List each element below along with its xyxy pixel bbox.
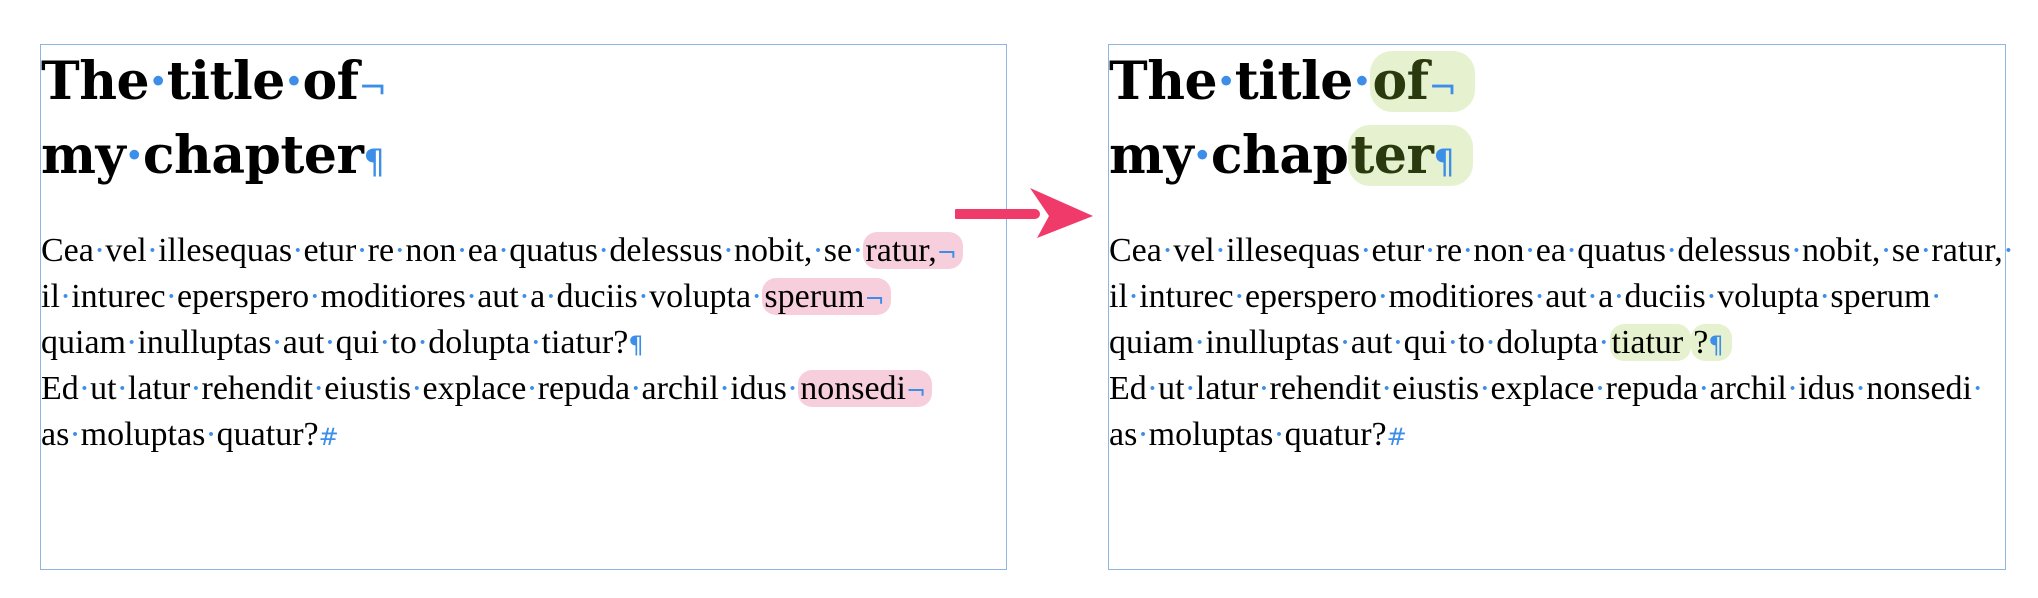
space-marker: ·	[1462, 232, 1474, 269]
word: The	[41, 51, 150, 112]
change-highlight	[1691, 324, 1731, 361]
word: explace	[422, 370, 527, 407]
space-marker: ·	[116, 370, 128, 407]
word: delessus	[609, 232, 723, 269]
space-marker: ·	[1598, 324, 1610, 361]
word: nonsedi	[1866, 370, 1973, 407]
space-marker: ·	[518, 278, 531, 315]
word: eperspero	[1244, 278, 1378, 315]
space-marker: ·	[1705, 278, 1718, 315]
chapter-title	[1109, 45, 1475, 193]
word: inturec	[1139, 278, 1234, 315]
word: dolupta	[428, 324, 531, 361]
space-marker: ·	[1666, 232, 1678, 269]
word: tiatur	[1611, 324, 1684, 361]
word: illesequas	[158, 232, 293, 269]
word: vel	[105, 232, 147, 269]
change-highlight	[1610, 324, 1692, 361]
space-marker: ·	[812, 232, 824, 269]
space-marker: ·	[1214, 232, 1227, 269]
word: aut	[282, 324, 325, 361]
word: latur	[1195, 370, 1259, 407]
line-break-icon: ¬	[936, 239, 957, 267]
space-marker: ·	[2002, 232, 2015, 269]
text-line	[1109, 366, 2014, 412]
word: quiam	[41, 324, 126, 361]
space-marker: ·	[465, 278, 478, 315]
word: ?	[613, 324, 629, 361]
text-line	[41, 274, 963, 320]
body-paragraphs	[41, 228, 963, 458]
space-marker: ·	[1613, 278, 1625, 315]
word: latur	[127, 370, 191, 407]
space-marker: ·	[292, 232, 304, 269]
word: re	[367, 232, 395, 269]
word: il	[41, 278, 60, 315]
word: nobit,	[1802, 232, 1881, 269]
space-marker: ·	[1360, 232, 1372, 269]
space-marker: ·	[1184, 370, 1196, 407]
space-marker: ·	[1161, 232, 1174, 269]
word: archil	[641, 370, 719, 407]
word: eperspero	[176, 278, 310, 315]
text-line	[41, 228, 963, 274]
word: aut	[1545, 278, 1587, 315]
space-marker: ·	[545, 278, 557, 315]
word: se	[1891, 232, 1921, 269]
space-marker: ·	[125, 324, 138, 361]
title-line	[1109, 119, 1475, 193]
word: quatus	[1577, 232, 1667, 269]
space-marker: ·	[1586, 278, 1599, 315]
word: eiustis	[1392, 370, 1480, 407]
word: repuda	[537, 370, 631, 407]
space-marker: ·	[271, 324, 283, 361]
word: rehendit	[1269, 370, 1381, 407]
paragraph-mark-icon: ¶	[1708, 331, 1724, 359]
word: Cea	[41, 232, 94, 269]
word: volupta	[1717, 278, 1820, 315]
word: quatur	[1284, 416, 1372, 453]
space-marker: ·	[1565, 232, 1578, 269]
word: aut	[1350, 324, 1393, 361]
space-marker: ·	[1377, 278, 1389, 315]
word: inulluptas	[1205, 324, 1340, 361]
word: ?	[1371, 416, 1387, 453]
word: explace	[1490, 370, 1595, 407]
word: tiatur	[541, 324, 614, 361]
space-marker: ·	[526, 370, 538, 407]
word: ter	[1350, 125, 1434, 186]
word: moditiores	[320, 278, 466, 315]
space-marker: ·	[637, 278, 650, 315]
hyphenation-highlight	[762, 278, 890, 315]
word: of	[302, 51, 359, 112]
line-break-icon: ¬	[358, 68, 387, 108]
word: rehendit	[201, 370, 313, 407]
word: title	[166, 51, 285, 112]
word: ?	[1693, 324, 1709, 361]
space-marker: ·	[1424, 232, 1436, 269]
word: Ed	[1109, 370, 1147, 407]
paragraph-mark-icon: ¶	[628, 331, 644, 359]
space-marker: ·	[146, 232, 159, 269]
word: title	[1234, 51, 1353, 112]
space-marker: ·	[312, 370, 325, 407]
space-marker: ·	[411, 370, 423, 407]
paragraph-mark-icon: ¶	[363, 142, 385, 182]
space-marker: ·	[78, 370, 91, 407]
body-paragraphs	[1109, 228, 2014, 458]
space-marker: ·	[93, 232, 106, 269]
space-marker: ·	[125, 125, 143, 186]
right-arrow-icon	[955, 180, 1095, 270]
space-marker: ·	[1854, 370, 1867, 407]
space-marker: ·	[751, 278, 763, 315]
word: as	[1109, 416, 1138, 453]
word: il	[1109, 278, 1128, 315]
text-line	[1109, 274, 2014, 320]
word: re	[1435, 232, 1463, 269]
space-marker: ·	[205, 416, 217, 453]
word: chap	[1210, 125, 1349, 186]
title-line	[1109, 45, 1475, 119]
space-marker: ·	[1790, 232, 1803, 269]
left-text-frame[interactable]	[40, 44, 1007, 570]
space-marker: ·	[1930, 278, 1942, 315]
word: etur	[303, 232, 357, 269]
space-marker: ·	[284, 51, 303, 112]
change-highlight	[1370, 51, 1474, 112]
space-marker: ·	[1594, 370, 1606, 407]
text-line	[1109, 412, 2014, 458]
word: quatur	[216, 416, 304, 453]
word: non	[405, 232, 457, 269]
word: ratur,	[865, 232, 937, 269]
word: as	[41, 416, 70, 453]
word: quiam	[1109, 324, 1194, 361]
word: se	[823, 232, 853, 269]
word: ratur,	[1931, 232, 2003, 269]
word: aut	[477, 278, 519, 315]
space-marker: ·	[1137, 416, 1149, 453]
space-marker: ·	[1352, 51, 1371, 112]
space-marker: ·	[1380, 370, 1393, 407]
space-marker: ·	[69, 416, 81, 453]
text-line	[1109, 320, 2014, 366]
word: volupta	[649, 278, 752, 315]
space-marker: ·	[1447, 324, 1459, 361]
space-marker: ·	[149, 51, 167, 112]
word: dolupta	[1496, 324, 1599, 361]
hyphenation-highlight	[798, 370, 932, 407]
space-marker: ·	[598, 232, 610, 269]
word: moluptas	[80, 416, 206, 453]
word: nonsedi	[800, 370, 907, 407]
space-marker: ·	[416, 324, 429, 361]
word: of	[1372, 51, 1429, 112]
word: inulluptas	[137, 324, 272, 361]
space-marker: ·	[1484, 324, 1497, 361]
right-text-frame[interactable]	[1108, 44, 2015, 570]
line-break-icon: ¬	[864, 285, 885, 313]
word: Ed	[41, 370, 79, 407]
space-marker: ·	[1193, 324, 1206, 361]
word: nobit,	[734, 232, 813, 269]
space-marker: ·	[356, 232, 368, 269]
word: idus	[730, 370, 787, 407]
word: ?	[303, 416, 319, 453]
space-marker: ·	[1193, 125, 1211, 186]
word: illesequas	[1226, 232, 1361, 269]
space-marker: ·	[394, 232, 406, 269]
title-line	[41, 45, 387, 119]
space-marker: ·	[190, 370, 202, 407]
text-line	[41, 366, 963, 412]
word: ut	[1158, 370, 1185, 407]
line-break-icon: ¬	[906, 377, 927, 405]
word: repuda	[1605, 370, 1699, 407]
space-marker: ·	[718, 370, 731, 407]
word: inturec	[71, 278, 166, 315]
space-marker: ·	[1533, 278, 1546, 315]
word: my	[41, 125, 126, 186]
end-of-story-icon: #	[1386, 423, 1407, 451]
space-marker: ·	[1880, 232, 1892, 269]
line-break-icon: ¬	[1428, 68, 1457, 108]
word: to	[1458, 324, 1485, 361]
space-marker: ·	[1217, 51, 1235, 112]
space-marker: ·	[1392, 324, 1404, 361]
word: qui	[335, 324, 380, 361]
chapter-title	[41, 45, 387, 193]
space-marker: ·	[852, 232, 864, 269]
word: archil	[1709, 370, 1787, 407]
word: non	[1473, 232, 1525, 269]
text-line	[41, 412, 963, 458]
space-marker: ·	[1146, 370, 1159, 407]
word: a	[530, 278, 546, 315]
space-marker: ·	[1258, 370, 1270, 407]
space-marker: ·	[1972, 370, 1984, 407]
word: my	[1109, 125, 1194, 186]
space-marker: ·	[59, 278, 72, 315]
paragraph-mark-icon: ¶	[1433, 142, 1455, 182]
word: to	[390, 324, 417, 361]
space-marker: ·	[1339, 324, 1351, 361]
end-of-story-icon: #	[318, 423, 339, 451]
space-marker: ·	[1698, 370, 1710, 407]
word: etur	[1371, 232, 1425, 269]
space-marker: ·	[379, 324, 391, 361]
space-marker: ·	[630, 370, 642, 407]
space-marker: ·	[165, 278, 177, 315]
hyphenation-highlight	[863, 232, 962, 269]
text-line	[41, 320, 963, 366]
space-marker: ·	[1233, 278, 1245, 315]
word: ut	[90, 370, 117, 407]
word: eiustis	[324, 370, 412, 407]
space-marker: ·	[1819, 278, 1831, 315]
space-marker: ·	[1524, 232, 1536, 269]
word: a	[1598, 278, 1614, 315]
word: Cea	[1109, 232, 1162, 269]
space-marker: ·	[1127, 278, 1140, 315]
word: vel	[1173, 232, 1215, 269]
word: chapter	[142, 125, 364, 186]
space-marker: ·	[1786, 370, 1799, 407]
word: sperum	[764, 278, 865, 315]
space-marker: ·	[1920, 232, 1932, 269]
word: delessus	[1677, 232, 1791, 269]
word: sperum	[1830, 278, 1931, 315]
text-line	[1109, 228, 2014, 274]
title-line	[41, 119, 387, 193]
space-marker: ·	[786, 370, 799, 407]
word: moluptas	[1148, 416, 1274, 453]
space-marker: ·	[722, 232, 735, 269]
word: ea	[1535, 232, 1566, 269]
space-marker: ·	[1479, 370, 1491, 407]
space-marker: ·	[530, 324, 542, 361]
word: The	[1109, 51, 1218, 112]
word: idus	[1798, 370, 1855, 407]
word: duciis	[1624, 278, 1706, 315]
word: moditiores	[1388, 278, 1534, 315]
word: ea	[467, 232, 498, 269]
change-highlight	[1348, 125, 1472, 186]
word: qui	[1403, 324, 1448, 361]
space-marker: ·	[456, 232, 468, 269]
space-marker: ·	[1273, 416, 1285, 453]
space-marker: ·	[497, 232, 510, 269]
space-marker: ·	[309, 278, 321, 315]
word: duciis	[556, 278, 638, 315]
word: quatus	[509, 232, 599, 269]
space-marker: ·	[324, 324, 336, 361]
